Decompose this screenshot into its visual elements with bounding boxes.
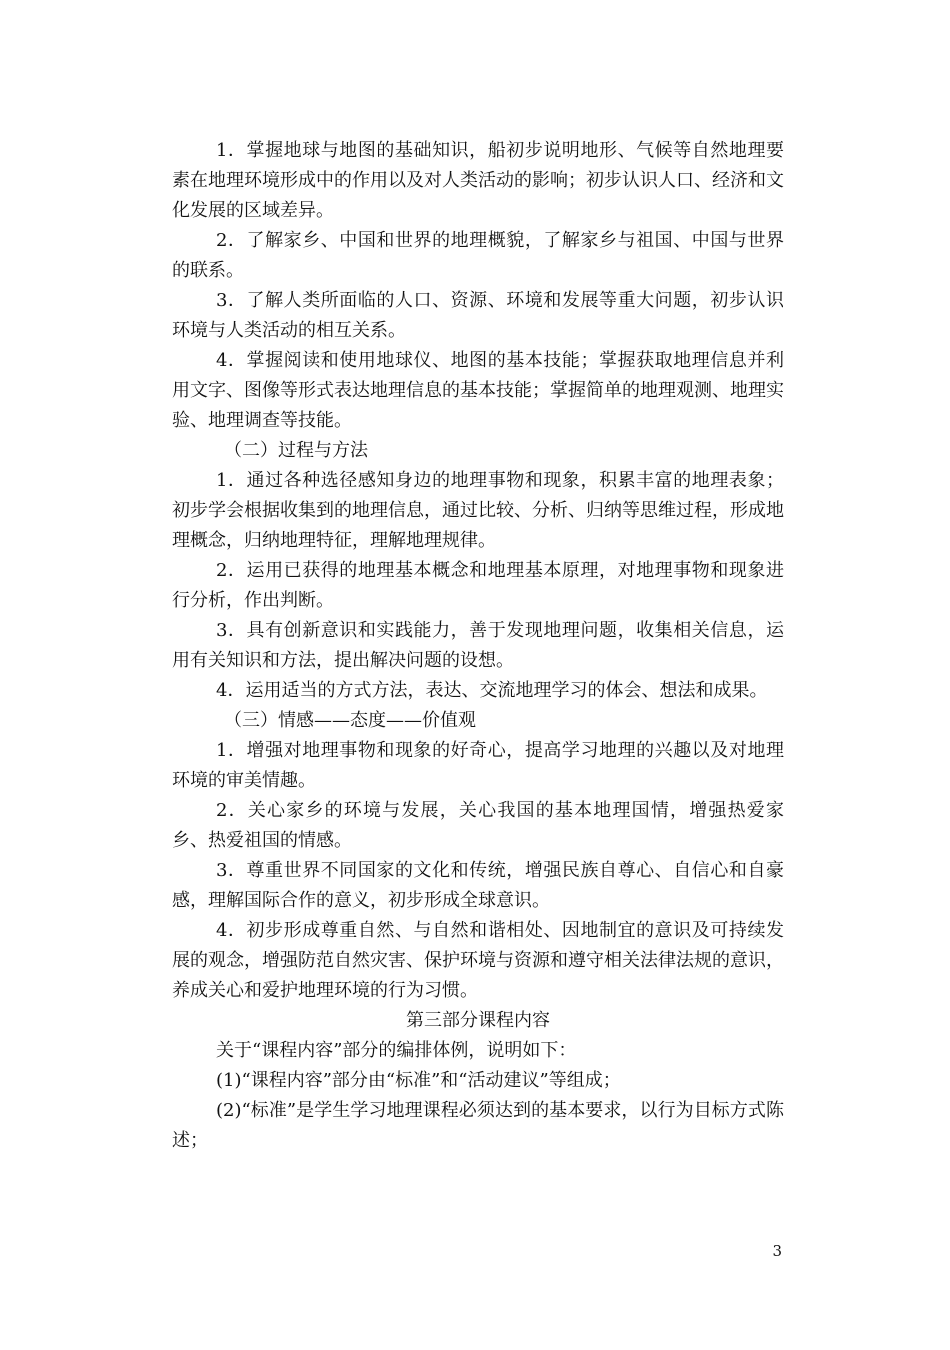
knowledge-item-1: 1．掌握地球与地图的基础知识，船初步说明地形、气候等自然地理要素在地理环境形成中的作用以及对人类活动的影响；初步认识人口、经济和文化发展的区域差异。 bbox=[172, 140, 784, 221]
attitude-values-heading: （三）情感——态度——价值观 bbox=[224, 710, 476, 731]
attitude-item-1: 1．增强对地理事物和现象的好奇心，提高学习地理的兴趣以及对地理环境的审美情趣。 bbox=[172, 740, 784, 791]
part-three-note-2: (2)“标准”是学生学习地理课程必须达到的基本要求，以行为目标方式陈述； bbox=[172, 1100, 784, 1151]
body-text bbox=[172, 136, 784, 1156]
knowledge-item-3: 3．了解人类所面临的人口、资源、环境和发展等重大问题，初步认识环境与人类活动的相互关系。 bbox=[172, 290, 784, 341]
part-three-title: 第三部分课程内容 bbox=[406, 1010, 550, 1031]
process-item-2: 2．运用已获得的地理基本概念和地理基本原理，对地理事物和现象进行分析，作出判断。 bbox=[172, 560, 784, 611]
page-number: 3 bbox=[772, 1242, 782, 1260]
attitude-item-3: 3．尊重世界不同国家的文化和传统，增强民族自尊心、自信心和自豪感，理解国际合作的意义，初步形成全球意识。 bbox=[172, 860, 784, 911]
attitude-item-2: 2．关心家乡的环境与发展，关心我国的基本地理国情，增强热爱家乡、热爱祖国的情感。 bbox=[172, 800, 784, 851]
part-three-intro: 关于“课程内容”部分的编排体例，说明如下： bbox=[216, 1040, 577, 1061]
knowledge-item-2: 2．了解家乡、中国和世界的地理概貌，了解家乡与祖国、中国与世界的联系。 bbox=[172, 230, 784, 281]
process-method-heading: （二）过程与方法 bbox=[224, 440, 368, 461]
part-three-note-1: (1)“课程内容”部分由“标准”和“活动建议”等组成； bbox=[216, 1070, 621, 1091]
process-item-4: 4．运用适当的方式方法，表达、交流地理学习的体会、想法和成果。 bbox=[216, 680, 768, 701]
process-item-3: 3．具有创新意识和实践能力，善于发现地理问题，收集相关信息，运用有关知识和方法，提出解决问题的设想。 bbox=[172, 620, 784, 671]
attitude-item-4: 4．初步形成尊重自然、与自然和谐相处、因地制宜的意识及可持续发展的观念，增强防范自然灾害、保护环境与资源和遵守相关法律法规的意识，养成关心和爱护地理环境的行为习惯。 bbox=[172, 920, 784, 1001]
process-item-1: 1．通过各种选径感知身边的地理事物和现象，积累丰富的地理表象；初步学会根据收集到的地理信息，通过比较、分析、归纳等思维过程，形成地理概念，归纳地理特征，理解地理规律。 bbox=[172, 470, 784, 551]
knowledge-item-4: 4．掌握阅读和使用地球仪、地图的基本技能；掌握获取地理信息并利用文字、图像等形式表达地理信息的基本技能；掌握简单的地理观测、地理实验、地理调查等技能。 bbox=[172, 350, 784, 431]
